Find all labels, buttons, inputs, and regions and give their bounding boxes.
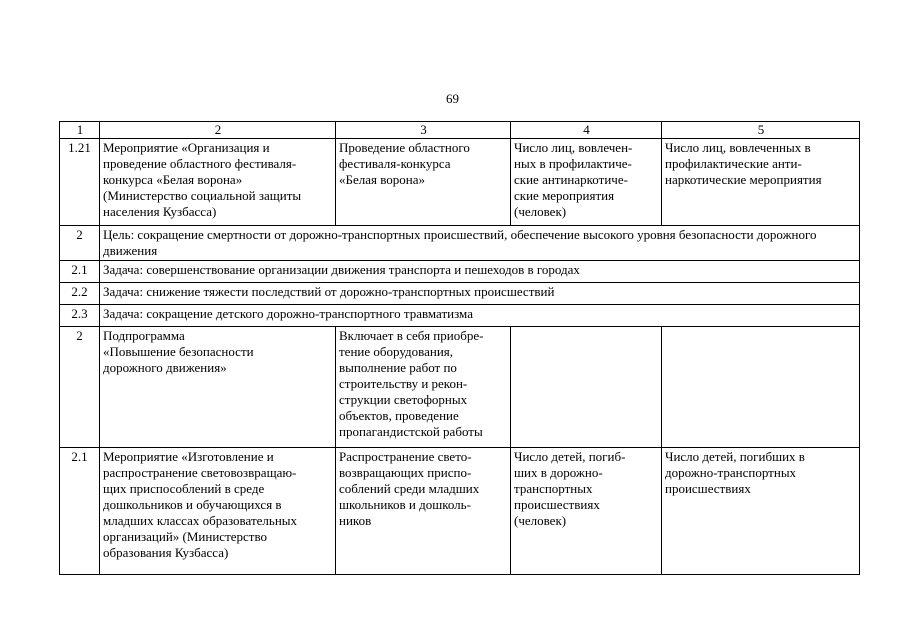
header-col-3: 3 [336,122,511,139]
row-number: 1.21 [60,139,100,226]
table-row [60,139,860,226]
task-cell: Задача: сокращение детского дорожно-транспортного травматизма [100,305,860,327]
row-number: 2.1 [60,448,100,575]
description-cell: Проведение областного фестиваля-конкурса «Белая ворона» [336,139,511,226]
measure-cell: Мероприятие «Изготовление и распространение световозвращаю- щих приспособлений в среде дошкольников и обучающихся в младших классах образовательных организаций» (Министерство образования Кузбасса) [100,448,336,575]
program-table [59,121,860,575]
description-cell: Включает в себя приобре- тение оборудования, выполнение работ по строительству и рекон- струкции светофорных объектов, проведение пропагандистской работы [336,327,511,448]
row-number: 2.3 [60,305,100,327]
row-number: 2.1 [60,261,100,283]
table-row [60,283,860,305]
header-col-5: 5 [662,122,860,139]
table-row [60,327,860,448]
task-cell: Задача: снижение тяжести последствий от дорожно-транспортных происшествий [100,283,860,305]
measure-cell: Мероприятие «Организация и проведение областного фестиваля- конкурса «Белая ворона» (Министерство социальной защиты населения Кузбасса) [100,139,336,226]
result-cell: Число лиц, вовлеченных в профилактические анти- наркотические мероприятия [662,139,860,226]
indicator-cell: Число детей, погиб- ших в дорожно- транспортных происшествиях (человек) [511,448,662,575]
row-number: 2 [60,226,100,261]
indicator-cell [511,327,662,448]
table-row [60,261,860,283]
row-number: 2 [60,327,100,448]
header-col-4: 4 [511,122,662,139]
indicator-cell: Число лиц, вовлечен- ных в профилактиче- ские антинаркотиче- ские мероприятия (человек) [511,139,662,226]
page-number: 69 [446,91,459,106]
result-cell [662,327,860,448]
header-row [60,122,860,139]
result-cell: Число детей, погибших в дорожно-транспортных происшествиях [662,448,860,575]
description-cell: Распространение свето- возвращающих приспо- соблений среди младших школьников и дошколь- ников [336,448,511,575]
task-cell: Задача: совершенствование организации движения транспорта и пешеходов в городах [100,261,860,283]
table-row [60,305,860,327]
table-row [60,448,860,575]
row-number: 2.2 [60,283,100,305]
table-row [60,226,860,261]
header-col-2: 2 [100,122,336,139]
goal-cell: Цель: сокращение смертности от дорожно-транспортных происшествий, обеспечение высокого уровня безопасности дорожного движения [100,226,860,261]
subprogram-cell: Подпрограмма «Повышение безопасности дорожного движения» [100,327,336,448]
header-col-1: 1 [60,122,100,139]
